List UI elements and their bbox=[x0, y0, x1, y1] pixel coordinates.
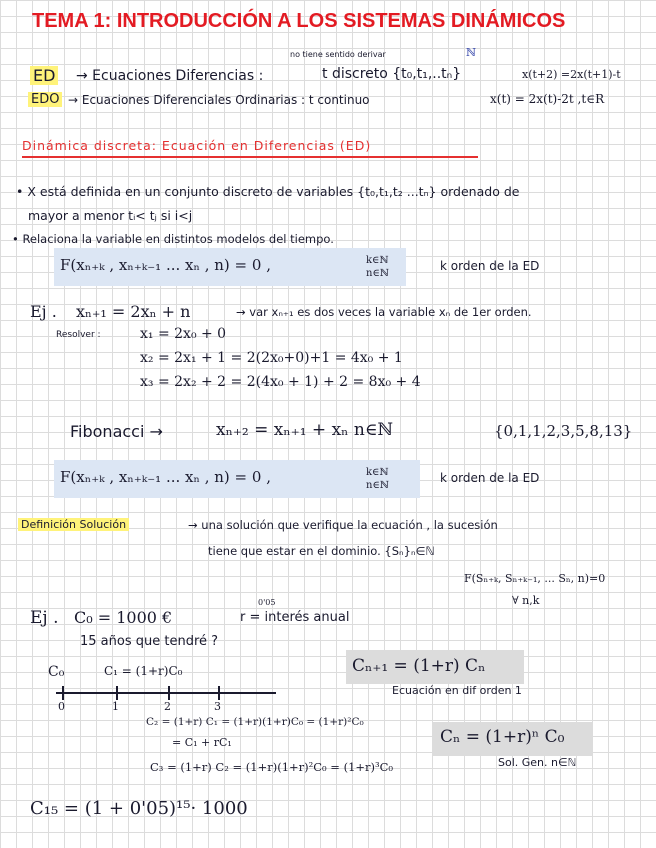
definition-label: Definición Solución bbox=[18, 518, 129, 531]
ed-annotation: no tiene sentido derivar bbox=[290, 50, 386, 59]
definition-text-c: F(Sₙ₊ₖ, Sₙ₊ₖ₋₁, ... Sₙ, n)=0 bbox=[464, 572, 606, 585]
recurrence-note: Ecuación en dif orden 1 bbox=[392, 684, 522, 697]
c3-line: C₃ = (1+r) C₂ = (1+r)(1+r)²C₀ = (1+r)³C₀ bbox=[150, 760, 394, 774]
ed-naturals: ℕ bbox=[466, 46, 477, 59]
timeline-label-1: 1 bbox=[112, 700, 119, 713]
ed-example: x(t+2) =2x(t+1)-t bbox=[522, 68, 621, 81]
general-solution-note: Sol. Gen. n∈ℕ bbox=[498, 756, 577, 769]
res-step-3: x₃ = 2x₂ + 2 = 2(4x₀ + 1) + 2 = 8x₀ + 4 bbox=[140, 374, 421, 390]
formula-2-cond-k: k∈ℕ bbox=[366, 467, 389, 478]
ej2-r-value: 0'05 bbox=[258, 598, 276, 607]
resolver-label: Resolver : bbox=[56, 330, 101, 340]
timeline-axis bbox=[56, 692, 276, 694]
section-underline bbox=[22, 156, 478, 158]
recurrence-equation: Cₙ₊₁ = (1+r) Cₙ bbox=[352, 656, 486, 676]
c2-line-b: = C₁ + rC₁ bbox=[172, 736, 232, 749]
edo-abbr: EDO bbox=[28, 92, 62, 107]
timeline-label-3: 3 bbox=[214, 700, 221, 713]
formula-2: F(xₙ₊ₖ , xₙ₊ₖ₋₁ ... xₙ , n) = 0 , bbox=[60, 468, 271, 486]
timeline-c1: C₁ = (1+r)C₀ bbox=[104, 664, 183, 678]
timeline-tick-0 bbox=[62, 686, 64, 700]
fibonacci-equation: xₙ₊₂ = xₙ₊₁ + xₙ n∈ℕ bbox=[216, 420, 393, 440]
fibonacci-label: Fibonacci → bbox=[70, 422, 163, 441]
ed-description: → Ecuaciones Diferencias : bbox=[76, 68, 264, 84]
timeline-c0: C₀ bbox=[48, 664, 65, 680]
formula-1: F(xₙ₊ₖ , xₙ₊ₖ₋₁ ... xₙ , n) = 0 , bbox=[60, 256, 271, 274]
timeline-label-0: 0 bbox=[58, 700, 65, 713]
definition-text-a: → una solución que verifique la ecuación , la sucesión bbox=[188, 518, 498, 532]
bullet-1a: • X está definida en un conjunto discreto de variables {t₀,t₁,t₂ ...tₙ} ordenado de bbox=[16, 184, 520, 199]
page-title: TEMA 1: INTRODUCCIÓN A LOS SISTEMAS DINÁMICOS bbox=[32, 10, 566, 32]
general-solution: Cₙ = (1+r)ⁿ C₀ bbox=[440, 727, 565, 747]
formula-1-cond-k: k∈ℕ bbox=[366, 255, 389, 266]
fibonacci-sequence: {0,1,1,2,3,5,8,13} bbox=[494, 422, 633, 440]
c15-result: C₁₅ = (1 + 0'05)¹⁵· 1000 bbox=[30, 798, 248, 819]
timeline-tick-3 bbox=[218, 686, 220, 700]
c2-line-a: C₂ = (1+r) C₁ = (1+r)(1+r)C₀ = (1+r)²C₀ bbox=[146, 716, 364, 728]
definition-text-b: tiene que estar en el dominio. {Sₙ}ₙ∈ℕ bbox=[208, 544, 435, 558]
ej1-label: Ej . bbox=[30, 302, 57, 321]
bullet-2: • Relaciona la variable en distintos modelos del tiempo. bbox=[12, 232, 334, 246]
formula-1-cond-n: n∈ℕ bbox=[366, 268, 389, 279]
ej1-equation: xₙ₊₁ = 2xₙ + n bbox=[76, 302, 191, 321]
edo-description: → Ecuaciones Diferenciales Ordinarias : t continuo bbox=[68, 93, 370, 107]
formula-2-note: k orden de la ED bbox=[440, 471, 540, 485]
ed-abbr: ED bbox=[30, 66, 58, 85]
ej2-r: r = interés anual bbox=[240, 610, 350, 625]
ej2-question: 15 años que tendré ? bbox=[80, 634, 219, 649]
timeline-tick-2 bbox=[168, 686, 170, 700]
formula-1-note: k orden de la ED bbox=[440, 259, 540, 273]
bullet-1b: mayor a menor tᵢ< tⱼ si i<j bbox=[28, 208, 193, 223]
ej1-note: → var xₙ₊₁ es dos veces la variable xₙ de 1er orden. bbox=[236, 305, 532, 319]
ed-time: t discreto {t₀,t₁,..tₙ} bbox=[322, 66, 462, 82]
formula-2-cond-n: n∈ℕ bbox=[366, 480, 389, 491]
timeline-tick-1 bbox=[116, 686, 118, 700]
definition-text-d: ∀ n,k bbox=[512, 594, 540, 607]
res-step-1: x₁ = 2x₀ + 0 bbox=[140, 326, 227, 342]
edo-example: x(t) = 2x(t)-2t ,t∈R bbox=[490, 92, 605, 106]
section-heading: Dinámica discreta: Ecuación en Diferencias (ED) bbox=[22, 138, 372, 153]
timeline-label-2: 2 bbox=[164, 700, 171, 713]
ej2-label: Ej . bbox=[30, 608, 59, 628]
ej2-c0: C₀ = 1000 € bbox=[74, 608, 173, 627]
res-step-2: x₂ = 2x₁ + 1 = 2(2x₀+0)+1 = 4x₀ + 1 bbox=[140, 350, 403, 366]
